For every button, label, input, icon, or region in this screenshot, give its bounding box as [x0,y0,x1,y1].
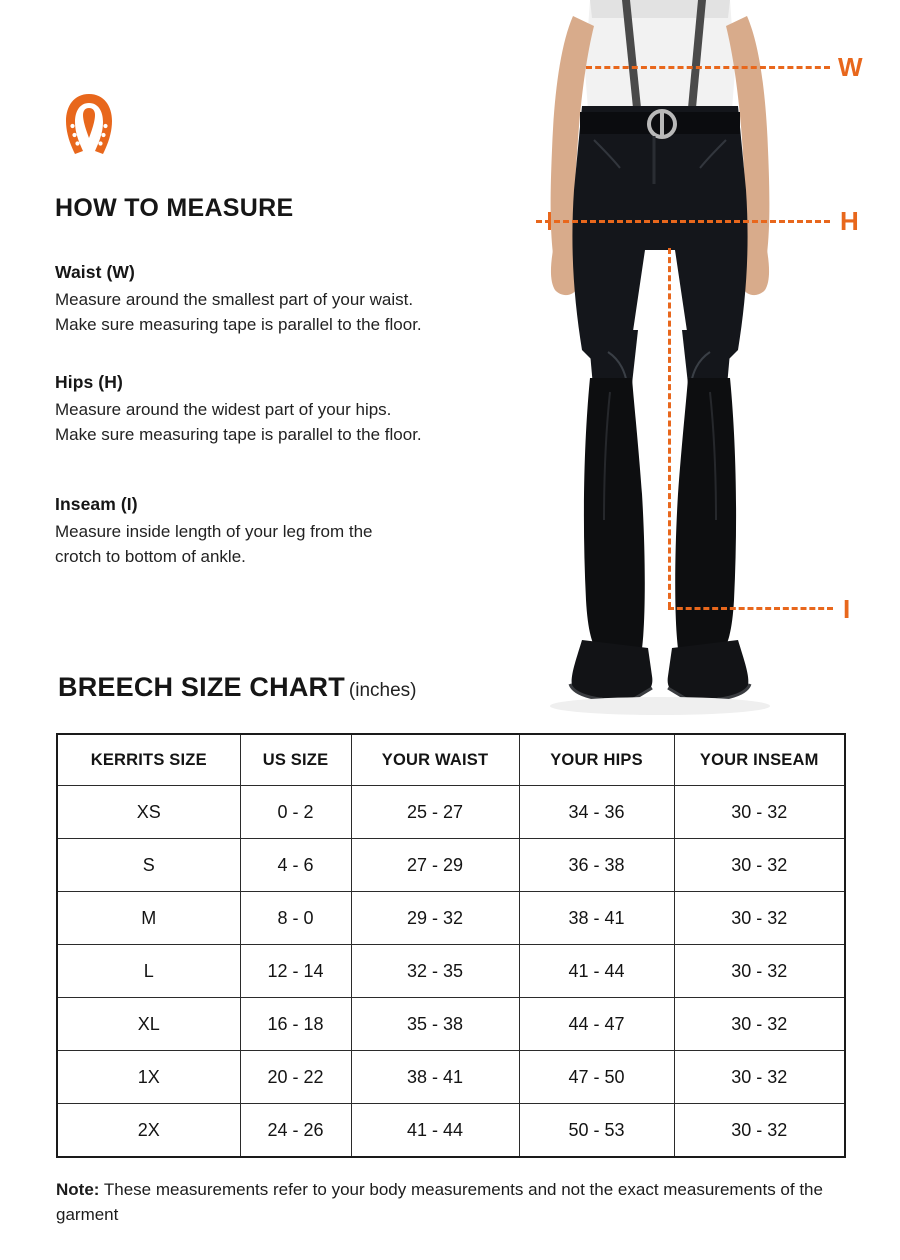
column-header-us-size: US SIZE [240,734,351,786]
column-header-kerrits-size: KERRITS SIZE [57,734,240,786]
table-row [57,998,845,1051]
measure-block-hips-line-1: Measure around the widest part of your hips. [55,400,392,419]
measure-block-hips-line-2: Make sure measuring tape is parallel to the floor. [55,425,422,444]
cell-size: 2X [57,1104,240,1158]
cell-size: 1X [57,1051,240,1104]
cell-size: M [57,892,240,945]
column-header-your-hips: YOUR HIPS [519,734,674,786]
column-header-your-waist: YOUR WAIST [351,734,519,786]
table-row [57,892,845,945]
horseshoe-logo [58,92,120,158]
cell-us-size: 0 - 2 [240,786,351,839]
chart-title: BREECH SIZE CHART [58,672,345,702]
cell-inseam: 30 - 32 [674,1104,845,1158]
cell-hips: 41 - 44 [519,945,674,998]
cell-inseam: 30 - 32 [674,786,845,839]
inseam-guide-line-vertical [668,248,671,608]
cell-waist: 29 - 32 [351,892,519,945]
chart-heading [58,672,417,703]
cell-hips: 36 - 38 [519,839,674,892]
cell-inseam: 30 - 32 [674,945,845,998]
waist-guide-line [586,66,830,69]
cell-waist: 35 - 38 [351,998,519,1051]
hips-label: H [840,206,859,236]
cell-inseam: 30 - 32 [674,998,845,1051]
cell-us-size: 4 - 6 [240,839,351,892]
hips-guide-tick [548,212,551,230]
cell-size: S [57,839,240,892]
model-photo [470,0,850,720]
cell-hips: 44 - 47 [519,998,674,1051]
cell-us-size: 24 - 26 [240,1104,351,1158]
cell-inseam: 30 - 32 [674,839,845,892]
cell-us-size: 20 - 22 [240,1051,351,1104]
waist-label: W [838,52,863,82]
measure-block-hips-heading: Hips (H) [55,372,123,392]
cell-hips: 47 - 50 [519,1051,674,1104]
cell-waist: 27 - 29 [351,839,519,892]
note [56,1177,856,1227]
measure-block-waist-heading: Waist (W) [55,262,135,282]
table-header-row [57,734,845,786]
cell-waist: 38 - 41 [351,1051,519,1104]
note-label: Note: [56,1180,100,1199]
table-row [57,786,845,839]
cell-waist: 41 - 44 [351,1104,519,1158]
inseam-guide-line-horizontal [668,607,833,610]
measure-block-waist-line-2: Make sure measuring tape is parallel to the floor. [55,315,422,334]
cell-us-size: 8 - 0 [240,892,351,945]
measure-block-waist-line-1: Measure around the smallest part of your waist. [55,290,414,309]
inseam-label: I [843,594,851,624]
measure-block-inseam-line-1: Measure inside length of your leg from the [55,522,373,541]
table-row [57,839,845,892]
cell-inseam: 30 - 32 [674,1051,845,1104]
measure-block-inseam-line-2: crotch to bottom of ankle. [55,547,246,566]
cell-waist: 32 - 35 [351,945,519,998]
cell-size: XS [57,786,240,839]
cell-waist: 25 - 27 [351,786,519,839]
chart-unit-note: (inches) [348,680,417,701]
note-text: These measurements refer to your body measurements and not the exact measurements of the garment [56,1180,823,1224]
measure-block-inseam-heading: Inseam (I) [55,494,138,514]
cell-size: XL [57,998,240,1051]
hips-guide-line [536,220,830,223]
cell-us-size: 16 - 18 [240,998,351,1051]
cell-us-size: 12 - 14 [240,945,351,998]
column-header-your-inseam: YOUR INSEAM [674,734,845,786]
table-row [57,1051,845,1104]
cell-hips: 34 - 36 [519,786,674,839]
table-row [57,945,845,998]
cell-inseam: 30 - 32 [674,892,845,945]
size-chart-table [56,733,846,1158]
how-to-measure-title: HOW TO MEASURE [55,194,294,222]
cell-size: L [57,945,240,998]
cell-hips: 50 - 53 [519,1104,674,1158]
table-row [57,1104,845,1158]
cell-hips: 38 - 41 [519,892,674,945]
